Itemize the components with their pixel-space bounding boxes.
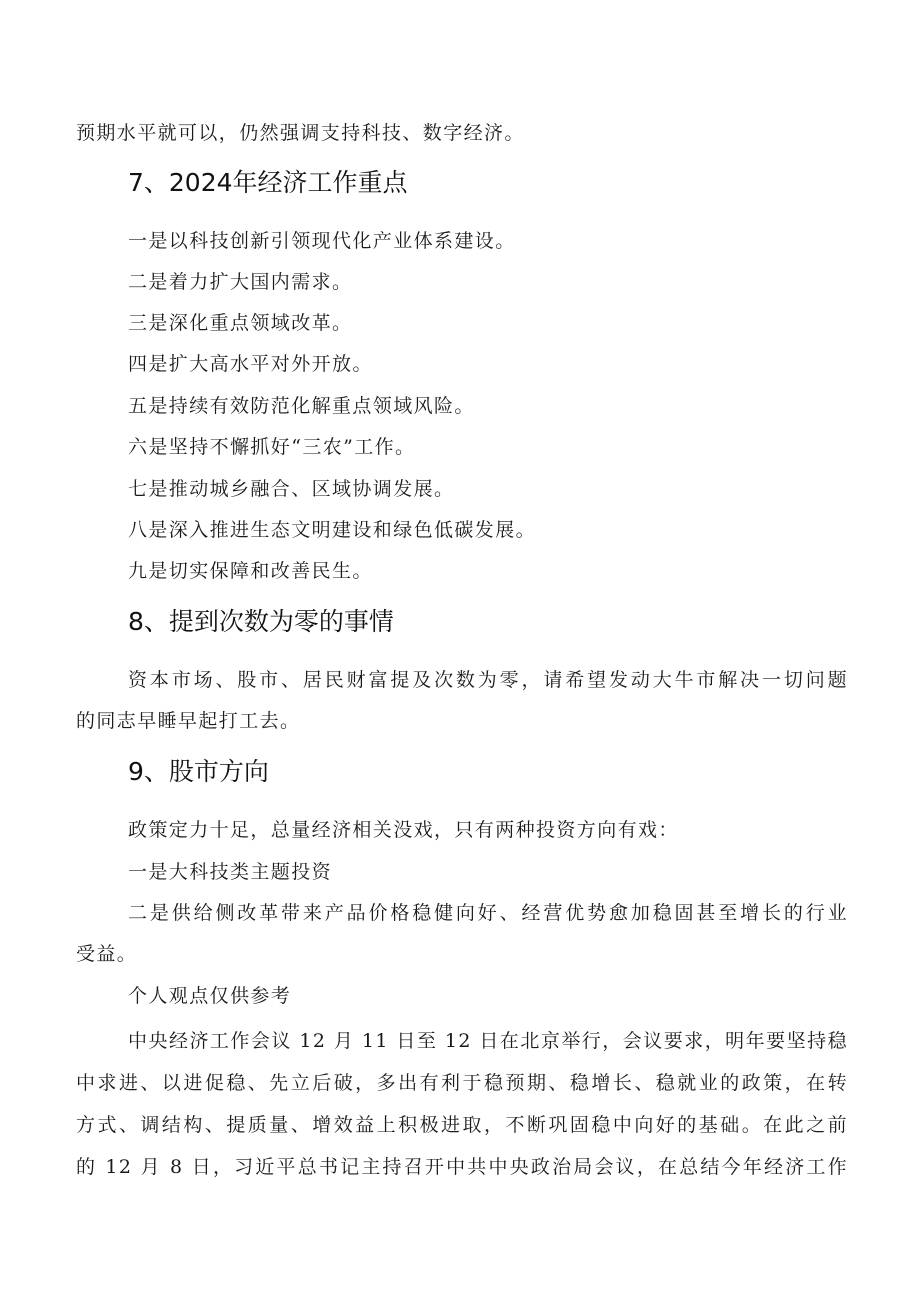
closing-paragraph-line-1: 中央经济工作会议 12 月 11 日至 12 日在北京举行，会议要求，明年要坚持稳 xyxy=(128,1030,848,1052)
section-7-item-9: 九是切实保障和改善民生。 xyxy=(128,560,373,582)
section-7-heading: 7、2024年经济工作重点 xyxy=(128,168,408,197)
section-9-disclaimer: 个人观点仅供参考 xyxy=(128,985,292,1007)
section-7-item-2: 二是着力扩大国内需求。 xyxy=(128,271,353,293)
closing-paragraph-line-2: 中求进、以进促稳、先立后破，多出有利于稳预期、稳增长、稳就业的政策，在转 xyxy=(76,1072,848,1094)
section-7-item-1: 一是以科技创新引领现代化产业体系建设。 xyxy=(128,230,516,252)
section-7-item-8: 八是深入推进生态文明建设和绿色低碳发展。 xyxy=(128,519,537,541)
section-8-heading: 8、提到次数为零的事情 xyxy=(128,607,394,636)
section-9-point-2-line-1: 二是供给侧改革带来产品价格稳健向好、经营优势愈加稳固甚至增长的行业 xyxy=(128,902,848,924)
section-9-point-2-line-2: 受益。 xyxy=(76,943,138,965)
section-7-item-5: 五是持续有效防范化解重点领域风险。 xyxy=(128,395,475,417)
closing-paragraph-line-3: 方式、调结构、提质量、增效益上积极进取，不断巩固稳中向好的基础。在此之前 xyxy=(76,1114,848,1136)
section-7-item-3: 三是深化重点领域改革。 xyxy=(128,312,353,334)
section-7-item-7: 七是推动城乡融合、区域协调发展。 xyxy=(128,478,455,500)
closing-paragraph-line-4: 的 12 月 8 日，习近平总书记主持召开中共中央政治局会议，在总结今年经济工作 xyxy=(76,1156,848,1178)
intro-tail-text: 预期水平就可以，仍然强调支持科技、数字经济。 xyxy=(76,122,525,144)
section-8-paragraph-line-2: 的同志早睡早起打工去。 xyxy=(76,710,301,732)
section-8-paragraph-line-1: 资本市场、股市、居民财富提及次数为零，请希望发动大牛市解决一切问题 xyxy=(128,669,848,691)
section-9-point-1: 一是大科技类主题投资 xyxy=(128,861,333,883)
section-7-item-4: 四是扩大高水平对外开放。 xyxy=(128,353,373,375)
section-7-item-6: 六是坚持不懈抓好“三农”工作。 xyxy=(128,436,416,458)
section-9-intro: 政策定力十足，总量经济相关没戏，只有两种投资方向有戏： xyxy=(128,819,679,841)
section-9-heading: 9、股市方向 xyxy=(128,757,269,786)
